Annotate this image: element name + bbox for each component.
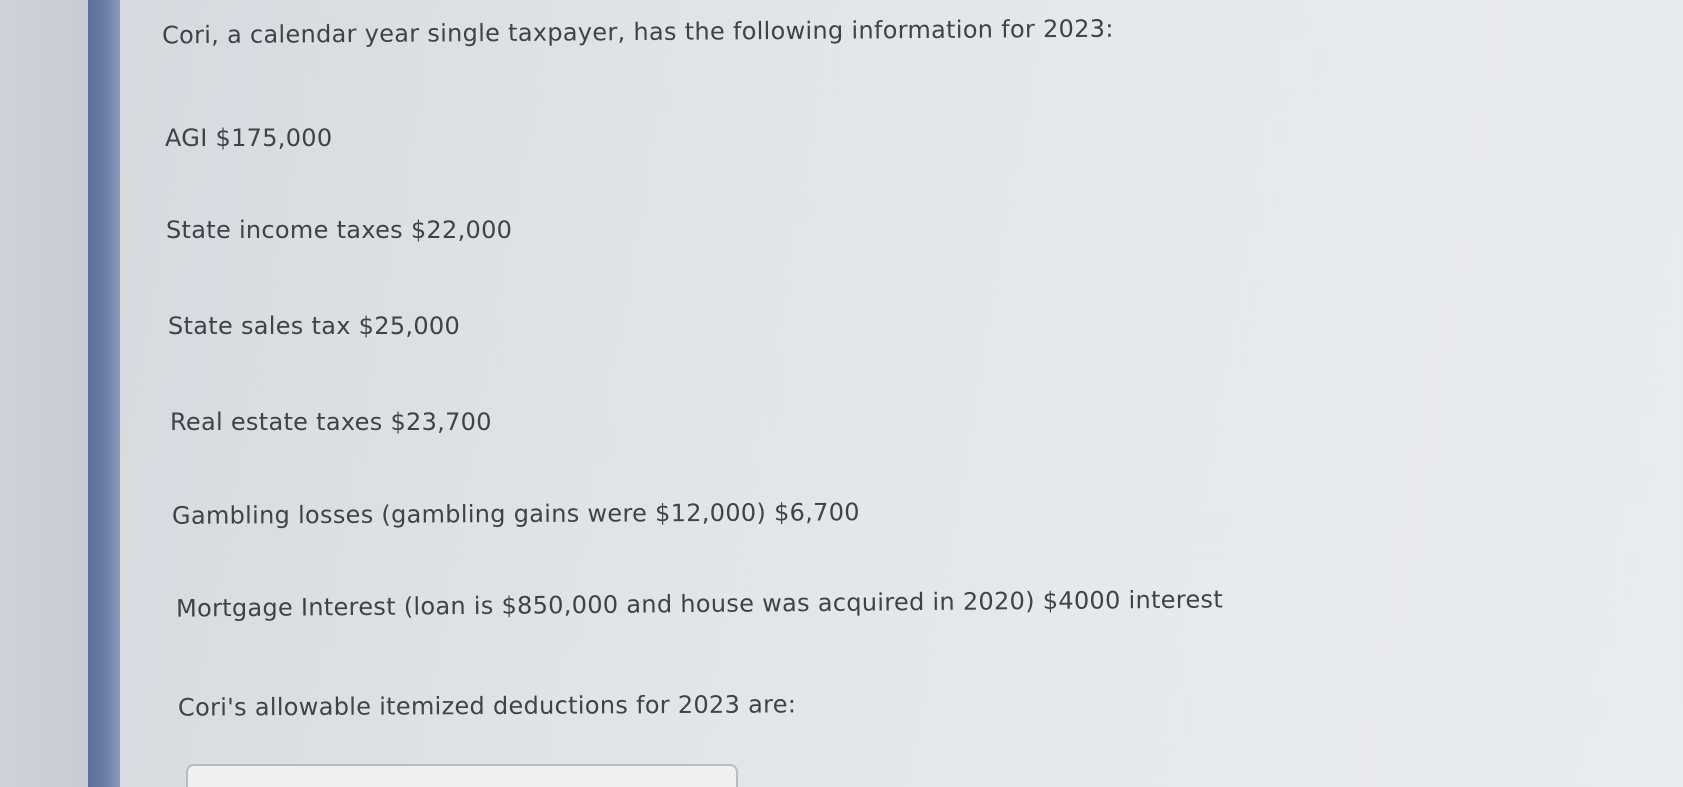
answer-input[interactable] — [186, 764, 738, 787]
question-prompt: Cori's allowable itemized deductions for 2023 are: — [177, 690, 797, 722]
info-agi: AGI $175,000 — [165, 124, 333, 152]
info-gambling-losses: Gambling losses (gambling gains were $12,000) $6,700 — [171, 498, 860, 530]
info-state-income-taxes: State income taxes $22,000 — [166, 216, 513, 244]
info-state-sales-tax: State sales tax $25,000 — [168, 312, 461, 340]
question-intro: Cori, a calendar year single taxpayer, has the following information for 2023: — [161, 14, 1114, 50]
info-real-estate-taxes: Real estate taxes $23,700 — [170, 408, 492, 436]
info-mortgage-interest: Mortgage Interest (loan is $850,000 and house was acquired in 2020) $4000 interest — [175, 585, 1224, 623]
